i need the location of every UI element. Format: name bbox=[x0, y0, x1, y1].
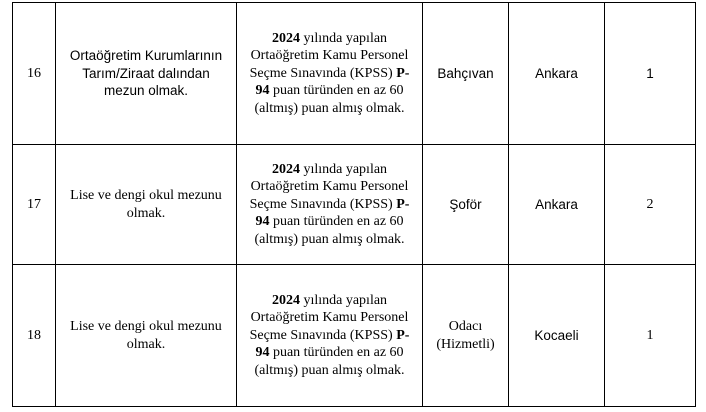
kpss-code: P-94 bbox=[255, 65, 410, 99]
count-cell: 1 bbox=[605, 265, 696, 407]
row-number: 16 bbox=[13, 3, 56, 145]
kpss-text-pre: yılında yapılan Ortaöğretim Kamu Personel Seçme Sınavında (KPSS) bbox=[249, 30, 409, 81]
table-row bbox=[13, 265, 696, 407]
city-cell: Kocaeli bbox=[509, 265, 605, 407]
kpss-cell bbox=[237, 265, 423, 407]
kpss-cell bbox=[237, 3, 423, 145]
requirement-cell: Lise ve dengi okul mezunu olmak. bbox=[56, 265, 237, 407]
kpss-text-pre: yılında yapılan Ortaöğretim Kamu Personel Seçme Sınavında (KPSS) bbox=[249, 292, 409, 343]
kpss-code: P-94 bbox=[255, 196, 410, 230]
kpss-text-pre: yılında yapılan Ortaöğretim Kamu Personel Seçme Sınavında (KPSS) bbox=[249, 161, 409, 212]
kpss-text-post: puan türünden en az 60 (altmış) puan almış olmak. bbox=[254, 83, 405, 116]
position-title: Odacı (Hizmetli) bbox=[423, 265, 509, 407]
kpss-cell bbox=[237, 145, 423, 265]
requirement-cell: Ortaöğretim Kurumlarının Tarım/Ziraat dalından mezun olmak. bbox=[56, 3, 237, 145]
count-cell: 1 bbox=[605, 3, 696, 145]
table-row bbox=[13, 145, 696, 265]
table-row bbox=[13, 3, 696, 145]
kpss-year: 2024 bbox=[271, 292, 300, 308]
kpss-text-post: puan türünden en az 60 (altmış) puan almış olmak. bbox=[254, 345, 405, 378]
kpss-year: 2024 bbox=[271, 30, 300, 46]
row-number: 18 bbox=[13, 265, 56, 407]
city-cell: Ankara bbox=[509, 145, 605, 265]
row-number: 17 bbox=[13, 145, 56, 265]
kpss-year: 2024 bbox=[271, 161, 300, 177]
positions-table bbox=[12, 2, 696, 407]
requirement-cell: Lise ve dengi okul mezunu olmak. bbox=[56, 145, 237, 265]
kpss-text-post: puan türünden en az 60 (altmış) puan almış olmak. bbox=[254, 214, 405, 247]
position-title: Bahçıvan bbox=[423, 3, 509, 145]
position-title: Şoför bbox=[423, 145, 509, 265]
count-cell: 2 bbox=[605, 145, 696, 265]
kpss-code: P-94 bbox=[255, 327, 410, 361]
city-cell: Ankara bbox=[509, 3, 605, 145]
